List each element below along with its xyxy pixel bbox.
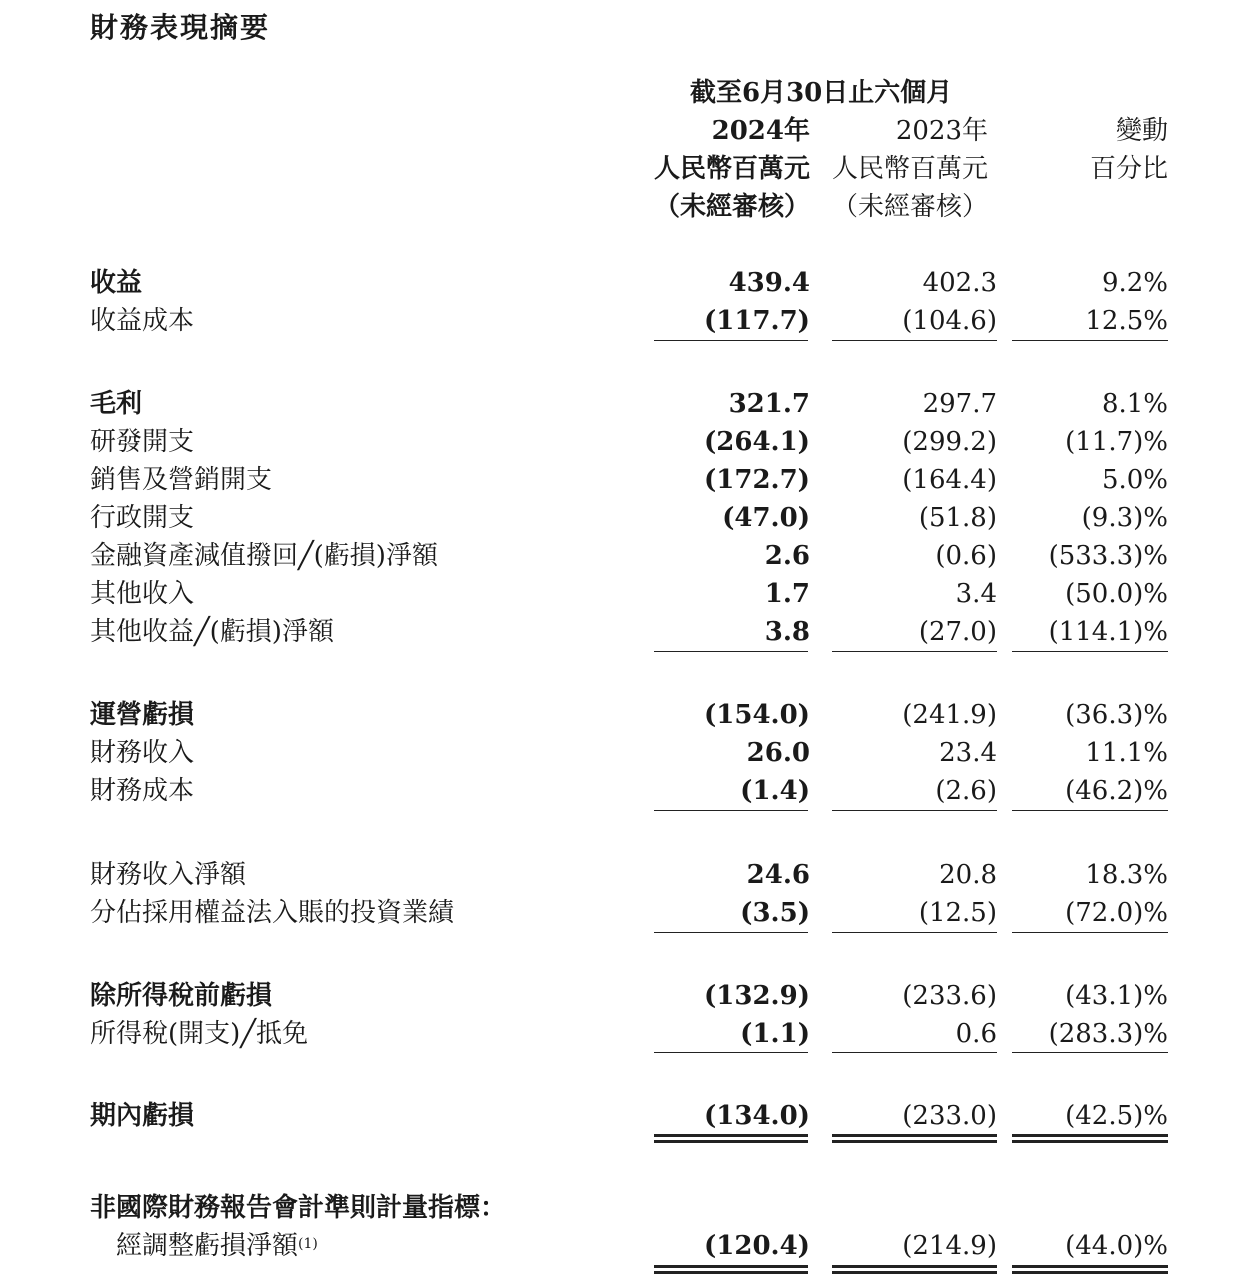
row-label: 除所得稅前虧損: [90, 981, 273, 1011]
row-label: 運營虧損: [90, 700, 195, 730]
value-2024: (132.9): [703, 981, 810, 1011]
value-change: (114.1)%: [1048, 617, 1168, 647]
total-double-rule: [1012, 1265, 1168, 1268]
value-2023: (241.9): [902, 700, 997, 730]
subtotal-rule: [654, 340, 808, 341]
value-change: (283.3)%: [1048, 1019, 1168, 1049]
non-ifrs-heading-row: [0, 1189, 1256, 1227]
value-2023: (299.2): [902, 427, 997, 457]
value-change: 5.0%: [1101, 465, 1168, 495]
row-label: 毛利: [90, 389, 143, 419]
value-2024: (1.4): [740, 776, 810, 806]
value-2023: 0.6: [955, 1019, 997, 1049]
value-change: (46.2)%: [1065, 776, 1168, 806]
table-row-adjusted-net-loss: [0, 1227, 1256, 1265]
value-2024: (172.7): [703, 465, 810, 495]
row-label: 金融資產減值撥回╱(虧損)淨額: [90, 541, 438, 571]
value-2024: (3.5): [740, 898, 810, 928]
value-2023: (0.6): [935, 541, 997, 571]
value-2023: (12.5): [918, 898, 997, 928]
value-change: 8.1%: [1101, 389, 1168, 419]
value-change: (44.0)%: [1065, 1231, 1168, 1261]
value-2024: 1.7: [764, 579, 810, 609]
value-change: 18.3%: [1085, 860, 1168, 890]
column-header-2023-audit: （未經審核）: [831, 192, 988, 222]
value-2023: (51.8): [918, 503, 997, 533]
table-row-other-gains: [0, 613, 1256, 651]
row-label: 其他收入: [90, 579, 195, 609]
value-change: (36.3)%: [1065, 700, 1168, 730]
table-row-admin-expenses: [0, 499, 1256, 537]
value-change: (9.3)%: [1081, 503, 1168, 533]
value-2024: (47.0): [722, 503, 810, 533]
page-title: 財務表現摘要: [90, 11, 271, 44]
value-2023: (214.9): [902, 1231, 997, 1261]
value-change: (72.0)%: [1065, 898, 1168, 928]
table-row-net-finance-income: [0, 856, 1256, 894]
table-row-finance-income: [0, 734, 1256, 772]
row-label: 行政開支: [90, 503, 195, 533]
column-header-2023-year: 2023年: [895, 116, 988, 146]
row-label: 財務成本: [90, 776, 195, 806]
table-row-gross-profit: [0, 385, 1256, 423]
total-double-rule: [654, 1134, 808, 1137]
subtotal-rule: [832, 810, 997, 811]
row-label: 收益: [90, 268, 143, 298]
value-change: 9.2%: [1101, 268, 1168, 298]
period-header: 截至6月30日止六個月: [690, 78, 953, 108]
row-label: 其他收益╱(虧損)淨額: [90, 617, 334, 647]
row-label: 分佔採用權益法入賬的投資業績: [90, 898, 455, 928]
column-header-2024: [654, 112, 810, 226]
column-header-2024-unit: 人民幣百萬元: [653, 154, 810, 184]
value-change: (42.5)%: [1065, 1101, 1168, 1131]
value-change: (50.0)%: [1065, 579, 1168, 609]
table-row-cost-of-revenue: [0, 302, 1256, 340]
value-2023: (164.4): [902, 465, 997, 495]
column-header-change: [1090, 112, 1168, 188]
table-row-loss-before-tax: [0, 977, 1256, 1015]
row-label: 收益成本: [90, 306, 195, 336]
row-label: 銷售及營銷開支: [90, 465, 273, 495]
footnote-marker: (1): [298, 1236, 318, 1252]
table-row-rd-expenses: [0, 423, 1256, 461]
row-label: 所得稅(開支)╱抵免: [90, 1019, 308, 1049]
column-header-2024-year: 2024年: [711, 116, 810, 146]
table-row-income-tax: [0, 1015, 1256, 1053]
table-row-impairment: [0, 537, 1256, 575]
row-label: 研發開支: [90, 427, 195, 457]
value-2024: 439.4: [728, 268, 810, 298]
value-2023: 402.3: [922, 268, 997, 298]
total-double-rule: [1012, 1134, 1168, 1137]
adjusted-net-loss-label: 經調整虧損淨額: [116, 1231, 299, 1261]
value-2024: 26.0: [746, 738, 810, 768]
value-2024: 2.6: [764, 541, 810, 571]
subtotal-rule: [832, 340, 997, 341]
row-label: 期內虧損: [90, 1101, 195, 1131]
column-header-change-unit: 百分比: [1089, 154, 1168, 184]
value-2024: (264.1): [703, 427, 810, 457]
value-2024: 24.6: [746, 860, 810, 890]
subtotal-rule: [832, 1052, 997, 1053]
value-2023: 20.8: [939, 860, 997, 890]
value-2024: (120.4): [703, 1231, 810, 1261]
subtotal-rule: [1012, 932, 1168, 933]
subtotal-rule: [832, 932, 997, 933]
value-2024: (117.7): [703, 306, 810, 336]
value-change: (11.7)%: [1065, 427, 1168, 457]
value-2023: (27.0): [918, 617, 997, 647]
value-2023: (233.6): [902, 981, 997, 1011]
value-2024: 3.8: [764, 617, 810, 647]
table-row-revenue: [0, 264, 1256, 302]
subtotal-rule: [654, 651, 808, 652]
table-row-share-of-results: [0, 894, 1256, 932]
subtotal-rule: [1012, 340, 1168, 341]
column-header-2023-unit: 人民幣百萬元: [831, 154, 988, 184]
row-label: 財務收入: [90, 738, 195, 768]
column-header-2024-audit: （未經審核）: [653, 192, 810, 222]
table-row-operating-loss: [0, 696, 1256, 734]
column-header-change-title: 變動: [1115, 116, 1168, 146]
table-row-loss-for-period: [0, 1097, 1256, 1135]
row-label: [116, 1227, 318, 1265]
subtotal-rule: [1012, 810, 1168, 811]
value-2024: (154.0): [703, 700, 810, 730]
subtotal-rule: [654, 932, 808, 933]
subtotal-rule: [1012, 1052, 1168, 1053]
total-double-rule: [832, 1134, 997, 1137]
value-2023: 3.4: [955, 579, 997, 609]
non-ifrs-heading: 非國際財務報告會計準則計量指標：: [90, 1193, 507, 1223]
value-2023: (2.6): [935, 776, 997, 806]
value-2024: (1.1): [740, 1019, 810, 1049]
value-2023: (104.6): [902, 306, 997, 336]
value-2023: (233.0): [902, 1101, 997, 1131]
total-double-rule: [654, 1265, 808, 1268]
subtotal-rule: [832, 651, 997, 652]
table-row-finance-cost: [0, 772, 1256, 810]
table-row-selling-expenses: [0, 461, 1256, 499]
row-label: 財務收入淨額: [90, 860, 247, 890]
value-2024: (134.0): [703, 1101, 810, 1131]
subtotal-rule: [654, 810, 808, 811]
value-change: (533.3)%: [1048, 541, 1168, 571]
total-double-rule: [832, 1265, 997, 1268]
subtotal-rule: [1012, 651, 1168, 652]
value-change: 11.1%: [1085, 738, 1168, 768]
table-row-other-income: [0, 575, 1256, 613]
value-2023: 23.4: [939, 738, 997, 768]
value-2024: 321.7: [728, 389, 810, 419]
value-change: (43.1)%: [1065, 981, 1168, 1011]
value-2023: 297.7: [922, 389, 997, 419]
column-header-2023: [832, 112, 988, 226]
subtotal-rule: [654, 1052, 808, 1053]
value-change: 12.5%: [1085, 306, 1168, 336]
